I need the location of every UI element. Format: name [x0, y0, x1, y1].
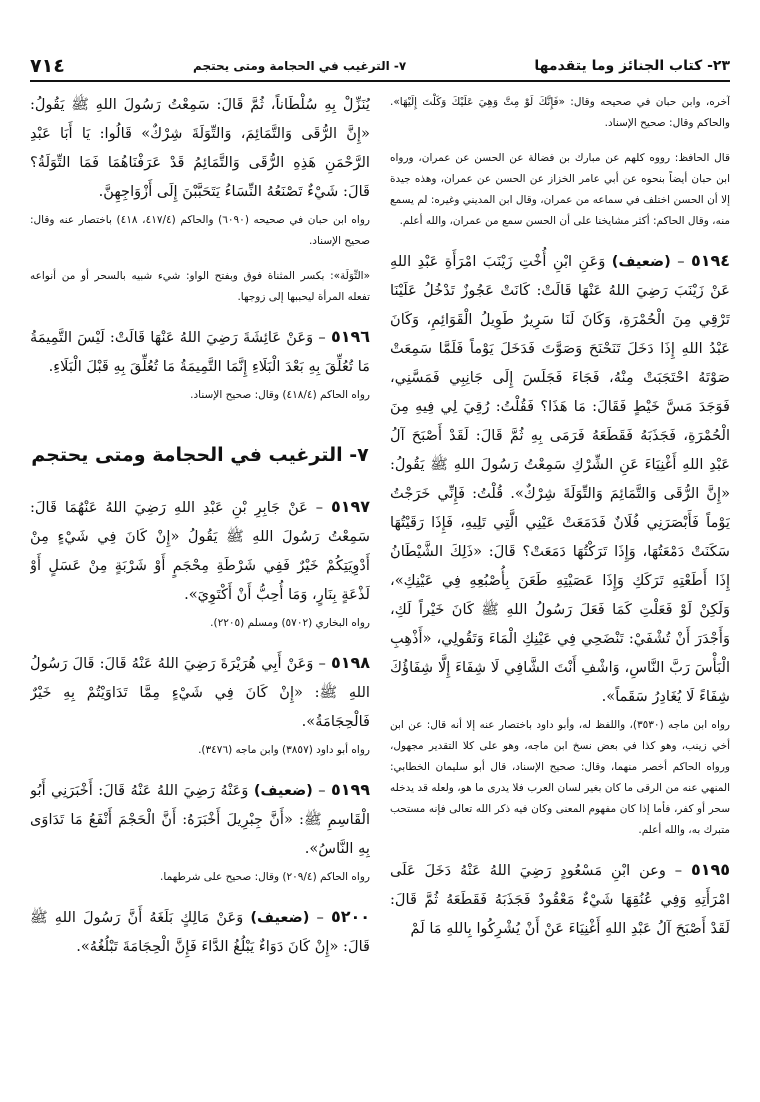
page-number: ٧١٤ [30, 55, 65, 77]
hadith-text: عَنْ جَابِرِ بْنِ عَبْدِ اللهِ رَضِيَ اللهُ عَنْهُمَا قَالَ: سَمِعْتُ رَسُولَ اللهِ ﷺ يَقُولُ «إِنْ كَانَ فِي شَيْءٍ مِنْ أَدْوِيَتِكُمْ خَيْرٌ فَفِي شَرْطَةِ مِحْجَمٍ أَوْ شَرْبَةٍ مِنْ عَسَلٍ أَوْ لَذْعَةٍ بِنَارٍ، وَمَا أُحِبُّ أَنْ أَكْتَوِيَ». [30, 499, 370, 603]
hadith-text: وَعَنْ أَبِي هُرَيْرَةَ رَضِيَ اللهُ عَنْهُ قَالَ: قَالَ رَسُولُ اللهِ ﷺ: «إِنْ كَانَ فِي شَيْءٍ مِمَّا تَدَاوَيْتُمْ بِهِ خَيْرٌ فَالْحِجَامَةُ». [30, 655, 370, 730]
hadith-grade: (ضعيف) [253, 782, 313, 799]
section-running-title: ٧- الترغيب في الحجامة ومتى يحتجم [193, 59, 407, 73]
hafiz-note: قال الحافظ: رووه كلهم عن مبارك بن فضالة عن الحسن عن عمران، ورواه ابن حبان أيضاً بنحوه عن أبي عامر الخزاز عن الحسن عن عمران، وهذه جيدة إلا أن الحسن اختلف في سماعه من عمران، وقال ابن المديني وغيره: لم يسمع منه، وقال الحاكم: أكثر مشايخنا على أن الحسن سمع من عمران، والله أعلم. [390, 152, 730, 227]
hadith-text: وَعَنْ مَالِكٍ بَلَغَهُ أَنَّ رَسُولَ اللهِ ﷺ قَالَ: «إِنْ كَانَ دَوَاءٌ يَبْلُغُ الدَّاءَ فَإِنَّ الْحِجَامَةَ تَبْلُغُهُ». [30, 909, 370, 955]
hadith-5198-source: رواه أبو داود (٣٨٥٧) وابن ماجه (٣٤٧٦). [198, 744, 370, 756]
hadith-5200: ٥٢٠٠ – (ضعيف) وَعَنْ مَالِكٍ بَلَغَهُ أَنَّ رَسُولَ اللهِ ﷺ قَالَ: «إِنْ كَانَ دَوَاءٌ يَبْلُغُ الدَّاءَ فَإِنَّ الْحِجَامَةَ تَبْلُغُهُ». [30, 907, 370, 955]
hadith-5196: ٥١٩٦ – وَعَنْ عَائِشَةَ رَضِيَ اللهُ عَنْهَا قَالَتْ: لَيْسَ التَّمِيمَةُ مَا تُعُلِّقَ بِهِ بَعْدَ الْبَلَاءِ إِنَّمَا التَّمِيمَةُ مَا تُعُلِّقَ بِهِ قَبْلَ الْبَلَاءِ. [30, 327, 370, 375]
hadith-text: وَعَنْهُ رَضِيَ اللهُ عَنْهُ قَالَ: أَخْبَرَنِي أَبُو الْقَاسِمِ ﷺ: «أَنَّ جِبْرِيلَ أَخْبَرَهُ: أَنَّ الْحَجْمَ أَنْفَعُ مَا تَدَاوَى بِهِ النَّاسُ». [30, 782, 370, 857]
hadith-text: وعن ابْنِ مَسْعُودٍ رَضِيَ اللهُ عَنْهُ دَخَلَ عَلَى امْرَأَتِهِ وَفِي عُنُقِهَا شَيْءٌ مَعْقُودٌ فَجَذَبَهُ فَقَطَعَهُ ثُمَّ قَالَ: لَقَدْ أَصْبَحَ آلُ عَبْدِ اللهِ أَغْنِيَاءَ عَنْ أَنْ يُشْرِكُوا بِاللهِ مَا لَمْ [390, 862, 730, 937]
section-heading: ٧- الترغيب في الحجامة ومتى يحتجم [31, 444, 369, 466]
hadith-number: ٥١٩٤ [690, 251, 730, 270]
hadith-5199-source: رواه الحاكم (٢٠٩/٤) وقال: صحيح على شرطهما. [160, 871, 370, 883]
hadith-text: وَعَنْ عَائِشَةَ رَضِيَ اللهُ عَنْهَا قَالَتْ: لَيْسَ التَّمِيمَةُ مَا تُعُلِّقَ بِهِ بَعْدَ الْبَلَاءِ إِنَّمَا التَّمِيمَةُ مَا تُعُلِّقَ بِهِ قَبْلَ الْبَلَاءِ. [30, 329, 370, 375]
hadith-5199: ٥١٩٩ – (ضعيف) وَعَنْهُ رَضِيَ اللهُ عَنْهُ قَالَ: أَخْبَرَنِي أَبُو الْقَاسِمِ ﷺ: «أَنَّ جِبْرِيلَ أَخْبَرَهُ: أَنَّ الْحَجْمَ أَنْفَعُ مَا تَدَاوَى بِهِ النَّاسُ». [30, 780, 370, 857]
page-header [30, 52, 730, 82]
continuation-source: رواه ابن حبان في صحيحه (٦٠٩٠) والحاكم (٤١٧/٤، ٤١٨) باختصار عنه وقال: صحيح الإسناد. [30, 214, 370, 247]
hadith-5197: ٥١٩٧ – عَنْ جَابِرِ بْنِ عَبْدِ اللهِ رَضِيَ اللهُ عَنْهُمَا قَالَ: سَمِعْتُ رَسُولَ اللهِ ﷺ يَقُولُ «إِنْ كَانَ فِي شَيْءٍ مِنْ أَدْوِيَتِكُمْ خَيْرٌ فَفِي شَرْطَةِ مِحْجَمٍ أَوْ شَرْبَةٍ مِنْ عَسَلٍ أَوْ لَذْعَةٍ بِنَارٍ، وَمَا أُحِبُّ أَنْ أَكْتَوِيَ». [30, 497, 370, 603]
hadith-number: ٥١٩٥ [690, 860, 730, 879]
continuation-hadith: يُنَزِّلْ بِهِ سُلْطَاناً، ثُمَّ قَالَ: سَمِعْتُ رَسُولَ اللهِ ﷺ يَقُولُ: «إِنَّ الرُّقَى وَالتَّمَائِمَ، وَالتِّوَلَةَ شِرْكٌ» قَالُوا: يَا أَبَا عَبْدِ الرَّحْمَنِ هَذِهِ الرُّقَى وَالتَّمَائِمُ قَدْ عَرَفْنَاهُمَا فَمَا التِّوَلَةُ؟ قَالَ: شَيْءٌ تَصْنَعُهُ النِّسَاءُ يَتَحَبَّبْنَ إِلَى أَزْوَاجِهِنَّ. [30, 96, 370, 200]
hadith-number: ٥٢٠٠ [330, 907, 370, 926]
hadith-5198: ٥١٩٨ – وَعَنْ أَبِي هُرَيْرَةَ رَضِيَ اللهُ عَنْهُ قَالَ: قَالَ رَسُولُ اللهِ ﷺ: «إِنْ كَانَ فِي شَيْءٍ مِمَّا تَدَاوَيْتُمْ بِهِ خَيْرٌ فَالْحِجَامَةُ». [30, 653, 370, 730]
hadith-text: وَعَنِ ابْنِ أُخْتِ زَيْنَبَ امْرَأَةِ عَبْدِ اللهِ عَنْ زَيْنَبَ رَضِيَ اللهُ عَنْهَا قَالَتْ: كَانَتْ عَجُوزٌ تَدْخُلُ عَلَيْنَا تَرْقِي مِنَ الْحُمْرَةِ، وَكَانَ لَنَا سَرِيرٌ طَوِيلُ الْقَوَائِمِ، وَكَانَ عَبْدُ اللهِ إِذَا دَخَلَ تَنَحْنَحَ وَصَوَّتَ فَدَخَلَ يَوْماً فَلَمَّا سَمِعَتْ صَوْتَهُ احْتَجَبَتْ مِنْهُ، فَجَاءَ فَجَلَسَ إِلَى جَانِبِي فَمَسَّنِي، فَوَجَدَ مَسَّ خَيْطٍ فَقَالَ: مَا هَذَا؟ فَقُلْتُ: رُقِيَ لِي فِيهِ مِنَ الْحُمْرَةِ، فَجَذَبَهُ فَقَطَعَهُ فَرَمَى بِهِ ثُمَّ قَالَ: لَقَدْ أَصْبَحَ آلُ عَبْدِ اللهِ أَغْنِيَاءَ عَنِ الشِّرْكِ سَمِعْتُ رَسُولَ اللهِ ﷺ يَقُولُ: «إِنَّ الرُّقَى وَالتَّمَائِمَ وَالتِّوَلَةَ شِرْكٌ». قُلْتُ: فَإِنِّي خَرَجْتُ يَوْماً فَأَبْصَرَنِي فُلَانٌ فَدَمَعَتْ عَيْنِي الَّتِي تَلِيهِ، فَإِذَا رَقَيْتُهَا سَكَنَتْ دَمْعَتُهَا، وَإِذَا تَرَكْتُهَا دَمَعَتْ؟ قَالَ: «ذَلِكَ الشَّيْطَانُ إِذَا أَطَعْتِهِ تَرَكَكِ وَإِذَا عَصَيْتِهِ طَعَنَ بِأُصْبُعِهِ فِي عَيْنِكِ»، وَلَكِنْ لَوْ فَعَلْتِ كَمَا فَعَلَ رَسُولُ اللهِ ﷺ كَانَ خَيْراً لَكِ، وَأَجْدَرَ أَنْ تُشْفَيْ: تَنْضَحِي فِي عَيْنِكِ الْمَاءَ وَتَقُولِي، «أَذْهِبِ الْبَأْسَ رَبَّ النَّاسِ، وَاشْفِ أَنْتَ الشَّافِي لَا شِفَاءَ إِلَّا شِفَاؤُكَ شِفَاءً لَا يُغَادِرُ سَقَماً». [390, 253, 730, 705]
chapter-title: ٢٣- كتاب الجنائز وما يتقدمها [534, 58, 730, 74]
hadith-number: ٥١٩٩ [330, 780, 370, 799]
right-column [390, 90, 730, 1080]
left-column [30, 90, 370, 1080]
hadith-grade: (ضعيف) [250, 909, 310, 926]
hadith-5196-source: رواه الحاكم (٤١٨/٤) وقال: صحيح الإسناد. [190, 389, 370, 401]
continuation-text: آخره، وابن حبان في صحيحه وقال: «فَإِنَّكَ لَوْ مِتَّ وَهِيَ عَلَيْكَ وَكَلْتَ إِلَيْهَا». والحاكم وقال: صحيح الإسناد. [390, 96, 730, 129]
hadith-number: ٥١٩٨ [330, 653, 370, 672]
hadith-number: ٥١٩٧ [330, 497, 370, 516]
hadith-5197-source: رواه البخاري (٥٧٠٢) ومسلم (٢٢٠٥). [210, 617, 370, 629]
hadith-5194-source: رواه ابن ماجه (٣٥٣٠)، واللفظ له، وأبو داود باختصار عنه إلا أنه قال: عن ابن أخي زينب، وهو كذا في بعض نسخ ابن ماجه، وهو على كلا التقدير مجهول، ورواه الحاكم أخصر منهما، وقال: صحيح الإسناد، قال أبو سليمان الخطابي: المنهي عنه من الرقى ما كان بغير لسان العرب فلا يدرى ما هو، ولعله قد يدخله سحر أو كفر، فأما إذا كان مفهوم المعنى وكان فيه ذكر الله تعالى فإنه مستحب متبرك به، والله أعلم. [390, 719, 730, 836]
hadith-5195: ٥١٩٥ – وعن ابْنِ مَسْعُودٍ رَضِيَ اللهُ عَنْهُ دَخَلَ عَلَى امْرَأَتِهِ وَفِي عُنُقِهَا شَيْءٌ مَعْقُودٌ فَجَذَبَهُ فَقَطَعَهُ ثُمَّ قَالَ: لَقَدْ أَصْبَحَ آلُ عَبْدِ اللهِ أَغْنِيَاءَ عَنْ أَنْ يُشْرِكُوا بِاللهِ مَا لَمْ [390, 860, 730, 937]
tiwala-definition: «التِّوَلَة»: بكسر المثناة فوق وبفتح الواو: شيء شبيه بالسحر أو من أنواعه تفعله المرأة ليحببها إلى زوجها. [30, 270, 370, 303]
hadith-number: ٥١٩٦ [330, 327, 370, 346]
hadith-5194: ٥١٩٤ – (ضعيف) وَعَنِ ابْنِ أُخْتِ زَيْنَبَ امْرَأَةِ عَبْدِ اللهِ عَنْ زَيْنَبَ رَضِيَ اللهُ عَنْهَا قَالَتْ: كَانَتْ عَجُوزٌ تَدْخُلُ عَلَيْنَا تَرْقِي مِنَ الْحُمْرَةِ، وَكَانَ لَنَا سَرِيرٌ طَوِيلُ الْقَوَائِمِ، وَكَانَ عَبْدُ اللهِ إِذَا دَخَلَ تَنَحْنَحَ وَصَوَّتَ فَدَخَلَ يَوْماً فَلَمَّا سَمِعَتْ صَوْتَهُ احْتَجَبَتْ مِنْهُ، فَجَاءَ فَجَلَسَ إِلَى جَانِبِي فَمَسَّنِي، فَوَجَدَ مَسَّ خَيْطٍ فَقَالَ: مَا هَذَا؟ فَقُلْتُ: رُقِيَ لِي فِيهِ مِنَ الْحُمْرَةِ، فَجَذَبَهُ فَقَطَعَهُ فَرَمَى بِهِ ثُمَّ قَالَ: لَقَدْ أَصْبَحَ آلُ عَبْدِ اللهِ أَغْنِيَاءَ عَنِ الشِّرْكِ سَمِعْتُ رَسُولَ اللهِ ﷺ يَقُولُ: «إِنَّ الرُّقَى وَالتَّمَائِمَ وَالتِّوَلَةَ شِرْكٌ». قُلْتُ: فَإِنِّي خَرَجْتُ يَوْماً فَأَبْصَرَنِي فُلَانٌ فَدَمَعَتْ عَيْنِي الَّتِي تَلِيهِ، فَإِذَا رَقَيْتُهَا سَكَنَتْ دَمْعَتُهَا، وَإِذَا تَرَكْتُهَا دَمَعَتْ؟ قَالَ: «ذَلِكَ الشَّيْطَانُ إِذَا أَطَعْتِهِ تَرَكَكِ وَإِذَا عَصَيْتِهِ طَعَنَ بِأُصْبُعِهِ فِي عَيْنِكِ»، وَلَكِنْ لَوْ فَعَلْتِ كَمَا فَعَلَ رَسُولُ اللهِ ﷺ كَانَ خَيْراً لَكِ، وَأَجْدَرَ أَنْ تُشْفَيْ: تَنْضَحِي فِي عَيْنِكِ الْمَاءَ وَتَقُولِي، «أَذْهِبِ الْبَأْسَ رَبَّ النَّاسِ، وَاشْفِ أَنْتَ الشَّافِي لَا شِفَاءَ إِلَّا شِفَاؤُكَ شِفَاءً لَا يُغَادِرُ سَقَماً». [390, 251, 730, 705]
hadith-grade: (ضعيف) [611, 253, 671, 270]
